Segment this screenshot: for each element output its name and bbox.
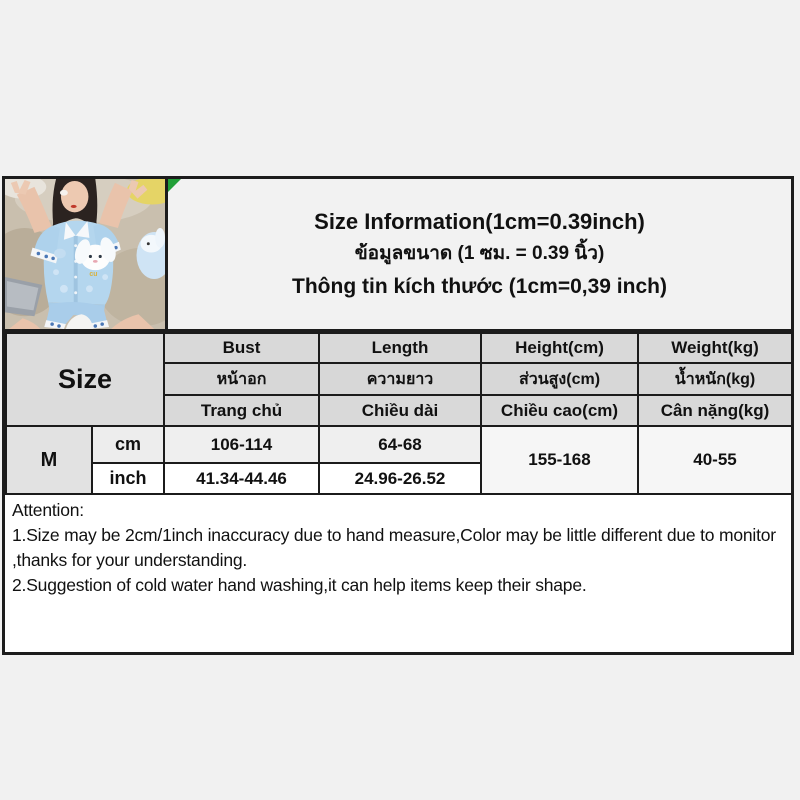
top-section	[5, 179, 791, 332]
attention-heading: Attention:	[12, 500, 84, 520]
attention-note-2: 2.Suggestion of cold water hand washing,it can help items keep their shape.	[12, 575, 587, 595]
length-value-inch: 24.96-26.52	[319, 463, 481, 494]
height-range-cell: 155-168	[481, 426, 638, 494]
size-value-cell: M	[6, 426, 92, 494]
col-header-weight-en: Weight(kg)	[638, 333, 792, 363]
col-header-height-en: Height(cm)	[481, 333, 638, 363]
size-info-title-box	[168, 179, 791, 329]
product-photo	[5, 179, 168, 329]
weight-range-cell: 40-55	[638, 426, 792, 494]
unit-cell-inch: inch	[92, 463, 164, 494]
col-header-bust-en: Bust	[164, 333, 319, 363]
product-photo-illustration	[5, 179, 165, 329]
length-value-cm: 64-68	[319, 426, 481, 463]
header-row-english	[6, 333, 792, 363]
bust-value-inch: 41.34-44.46	[164, 463, 319, 494]
title-thai: ข้อมูลขนาด (1 ซม. = 0.39 นิ้ว)	[354, 243, 605, 264]
col-header-bust-th: หน้าอก	[164, 363, 319, 395]
col-header-height-vi: Chiều cao(cm)	[481, 395, 638, 426]
col-header-length-en: Length	[319, 333, 481, 363]
attention-note-1: 1.Size may be 2cm/1inch inaccuracy due to hand measure,Color may be little different due to monitor ,thanks for your understanding.	[12, 525, 776, 570]
col-header-length-vi: Chiều dài	[319, 395, 481, 426]
unit-cell-cm: cm	[92, 426, 164, 463]
col-header-bust-vi: Trang chủ	[164, 395, 319, 426]
col-header-weight-vi: Cân nặng(kg)	[638, 395, 792, 426]
col-header-height-th: ส่วนสูง(cm)	[481, 363, 638, 395]
size-corner-cell: Size	[6, 333, 164, 426]
title-english: Size Information(1cm=0.39inch)	[314, 209, 645, 234]
green-corner-marker-icon	[168, 179, 181, 192]
col-header-length-th: ความยาว	[319, 363, 481, 395]
data-row-cm	[6, 426, 792, 463]
svg-text:cu: cu	[89, 271, 98, 279]
col-header-weight-th: น้ำหนัก(kg)	[638, 363, 792, 395]
attention-section	[5, 495, 791, 652]
bust-value-cm: 106-114	[164, 426, 319, 463]
title-vietnamese: Thông tin kích thước (1cm=0,39 inch)	[292, 275, 667, 298]
size-table	[5, 332, 793, 495]
size-info-panel	[2, 176, 794, 655]
